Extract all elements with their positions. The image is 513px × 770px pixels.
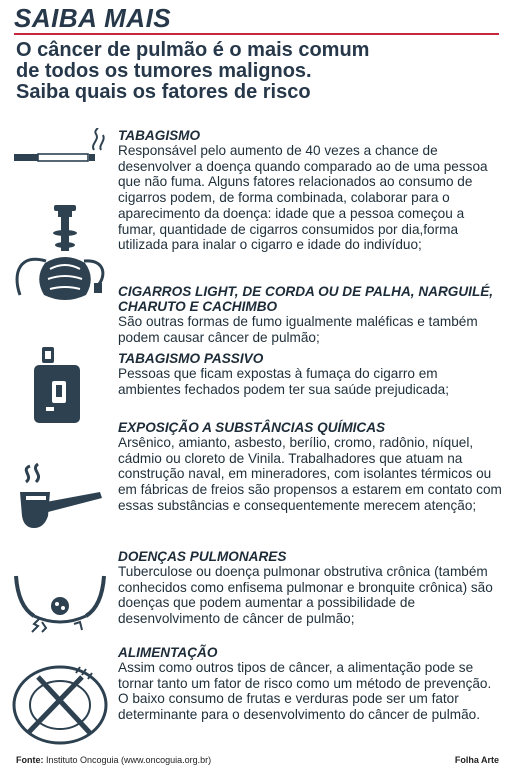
- cigarette-icon: [12, 128, 108, 168]
- section-substancias-quimicas: [118, 420, 502, 514]
- vape-icon: [32, 345, 82, 425]
- headline-line-1: O câncer de pulmão é o mais comum: [16, 39, 370, 61]
- headline-line-2: de todos os tumores malignos.: [16, 60, 312, 82]
- section-title: CIGARROS LIGHT, DE CORDA OU DE PALHA, NARGUILÉ, CHARUTO E CACHIMBO: [118, 284, 494, 314]
- section-title: EXPOSIÇÃO A SUBSTÂNCIAS QUÍMICAS: [118, 420, 386, 435]
- section-title: ALIMENTAÇÃO: [118, 645, 218, 660]
- section-body: Arsênico, amianto, asbesto, berílio, cromo, radônio, níquel, cádmio ou cloreto de Vinila. Trabalhadores que atuam na construção naval, em mineradores, com isolantes térmicos ou em fábricas de freios são propensos a estarem em contato com essas substâncias e consequentemente merecem atenção;: [118, 435, 502, 513]
- throat-pain-icon: [12, 572, 108, 636]
- section-body: Responsável pelo aumento de 40 vezes a chance de desenvolver a doença quando comparado ao de uma pessoa que não fuma. Alguns fatores relacionados ao consumo de cigarros podem, de forma combinada, colaborar para o aparecimento da doença: idade que a pessoa começou a fumar, quantidade de cigarros consumidos por dia,forma utilizada para inalar o cigarro e idade do indivíduo;: [118, 143, 488, 253]
- section-title: TABAGISMO: [118, 128, 201, 143]
- pipe-icon: [14, 462, 106, 532]
- source-label: Fonte:: [16, 755, 44, 765]
- section-title: TABAGISMO PASSIVO: [118, 351, 264, 366]
- section-cigarros: [118, 284, 502, 345]
- section-title: DOENÇAS PULMONARES: [118, 549, 287, 564]
- section-body: Assim como outros tipos de câncer, a alimentação pode se tornar tanto um fator de risco como um método de prevenção. O baixo consumo de frutas e verduras pode ser um fator determinante para o desenvolvimento do câncer de pulmão.: [118, 660, 492, 723]
- headline: [16, 40, 506, 103]
- section-tabagismo: [118, 128, 502, 253]
- section-doencas-pulmonares: [118, 549, 502, 627]
- kicker-rule: [14, 33, 499, 35]
- headline-line-3: Saiba quais os fatores de risco: [16, 81, 311, 103]
- section-alimentacao: [118, 645, 502, 723]
- hookah-icon: [10, 203, 110, 311]
- section-body: Pessoas que ficam expostas à fumaça do cigarro em ambientes fechados podem ter sua saúde prejudicada;: [118, 366, 449, 397]
- section-body: Tuberculose ou doença pulmonar obstrutiva crônica (também conhecidos como enfisema pulmonar e bronquite crônica) são doenças que podem aumentar a possibilidade de desenvolvimento de câncer de pulmão;: [118, 564, 493, 627]
- section-tabagismo-passivo: [118, 351, 502, 397]
- section-body: São outras formas de fumo igualmente maléficas e também podem causar câncer de pulmão;: [118, 314, 478, 345]
- footer-credit: Folha Arte: [454, 755, 499, 765]
- kicker: SAIBA MAIS: [14, 3, 172, 33]
- footer-source: [16, 755, 211, 765]
- source-text: Instituto Oncoguia (www.oncoguia.org.br): [46, 755, 212, 765]
- plate-fork-knife-icon: [10, 663, 110, 747]
